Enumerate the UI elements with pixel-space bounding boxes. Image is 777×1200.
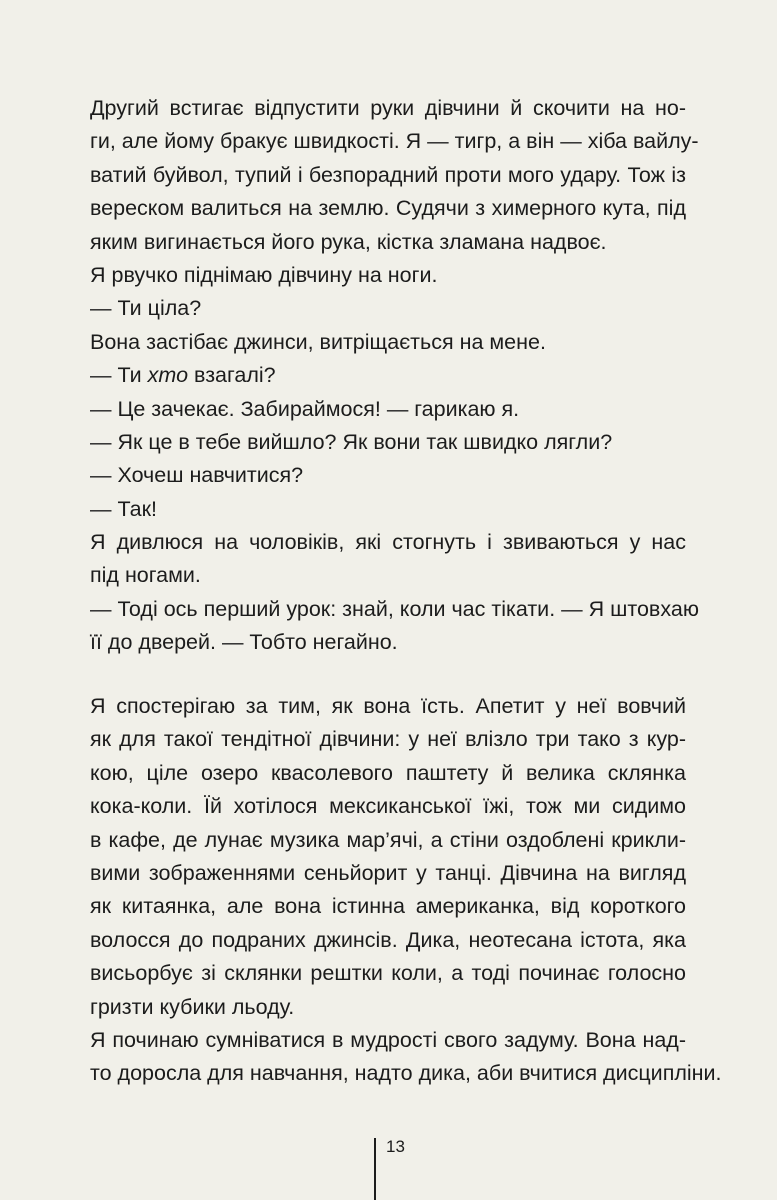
text-line: кою, ціле озеро квасолевого паштету й велика склянка: [90, 760, 686, 785]
text-section-2: [90, 690, 722, 1091]
text-line: вереском валиться на землю. Судячи з химерного кута, під: [90, 196, 686, 221]
text-section-1: [90, 92, 699, 660]
text-line: Вона застібає джинси, витріщається на мене.: [90, 329, 546, 354]
text-line: Я рвучко піднімаю дівчину на ноги.: [90, 262, 438, 287]
text-line-italic-word: — Ти хто взагалі?: [90, 363, 276, 388]
text-line: під ногами.: [90, 563, 201, 588]
text-line: висьорбує зі склянки рештки коли, а тоді починає голосно: [90, 961, 686, 986]
text-line: як для такої тендітної дівчини: у неї влізло три тако з кур-: [90, 727, 686, 752]
text-line: — Це зачекає. Забираймося! — гарикаю я.: [90, 396, 520, 421]
text-line: як китаянка, але вона істинна американка, від короткого: [90, 894, 686, 919]
text-line: в кафе, де лунає музика мар’ячі, а стіни оздоблені крикли-: [90, 827, 686, 852]
text-line: — Як це в тебе вийшло? Як вони так швидко лягли?: [90, 429, 613, 454]
text-line: гризти кубики льоду.: [90, 994, 295, 1019]
text-line: — Так!: [90, 496, 157, 521]
text-line: вими зображеннями сеньйорит у танці. Дівчина на вигляд: [90, 860, 686, 885]
text-line: волосся до подраних джинсів. Дика, неотесана істота, яка: [90, 927, 686, 952]
text-line: — Тоді ось перший урок: знай, коли час тікати. — Я штовхаю: [90, 596, 699, 621]
text-line: ватий буйвол, тупий і безпорадний проти мого удару. Тож із: [90, 162, 686, 187]
text-line: Я дивлюся на чоловіків, які стогнуть і звиваються у нас: [90, 530, 686, 555]
emphasis-word: хто: [147, 363, 189, 388]
text-line: ги, але йому бракує швидкості. Я — тигр, а він — хіба вайлу-: [90, 129, 699, 154]
footer-rule: [374, 1138, 376, 1200]
page-number: 13: [386, 1137, 405, 1156]
text-line: Другий встигає відпустити руки дівчини й скочити на но-: [90, 96, 686, 120]
text-line: кока-коли. Їй хотілося мексиканської їжі, тож ми сидимо: [90, 794, 686, 819]
text-line: її до дверей. — Тобто негайно.: [90, 630, 398, 655]
text-line: Я починаю сумніватися в мудрості свого задуму. Вона над-: [90, 1027, 686, 1052]
text-line: — Ти ціла?: [90, 296, 202, 321]
text-line: яким вигинається його рука, кістка зламана надвоє.: [90, 229, 607, 254]
text-line: — Хочеш навчитися?: [90, 463, 304, 488]
text-line: Я спостерігаю за тим, як вона їсть. Апетит у неї вовчий: [90, 694, 686, 718]
text-line: то доросла для навчання, надто дика, аби вчитися дисципліни.: [90, 1061, 722, 1086]
